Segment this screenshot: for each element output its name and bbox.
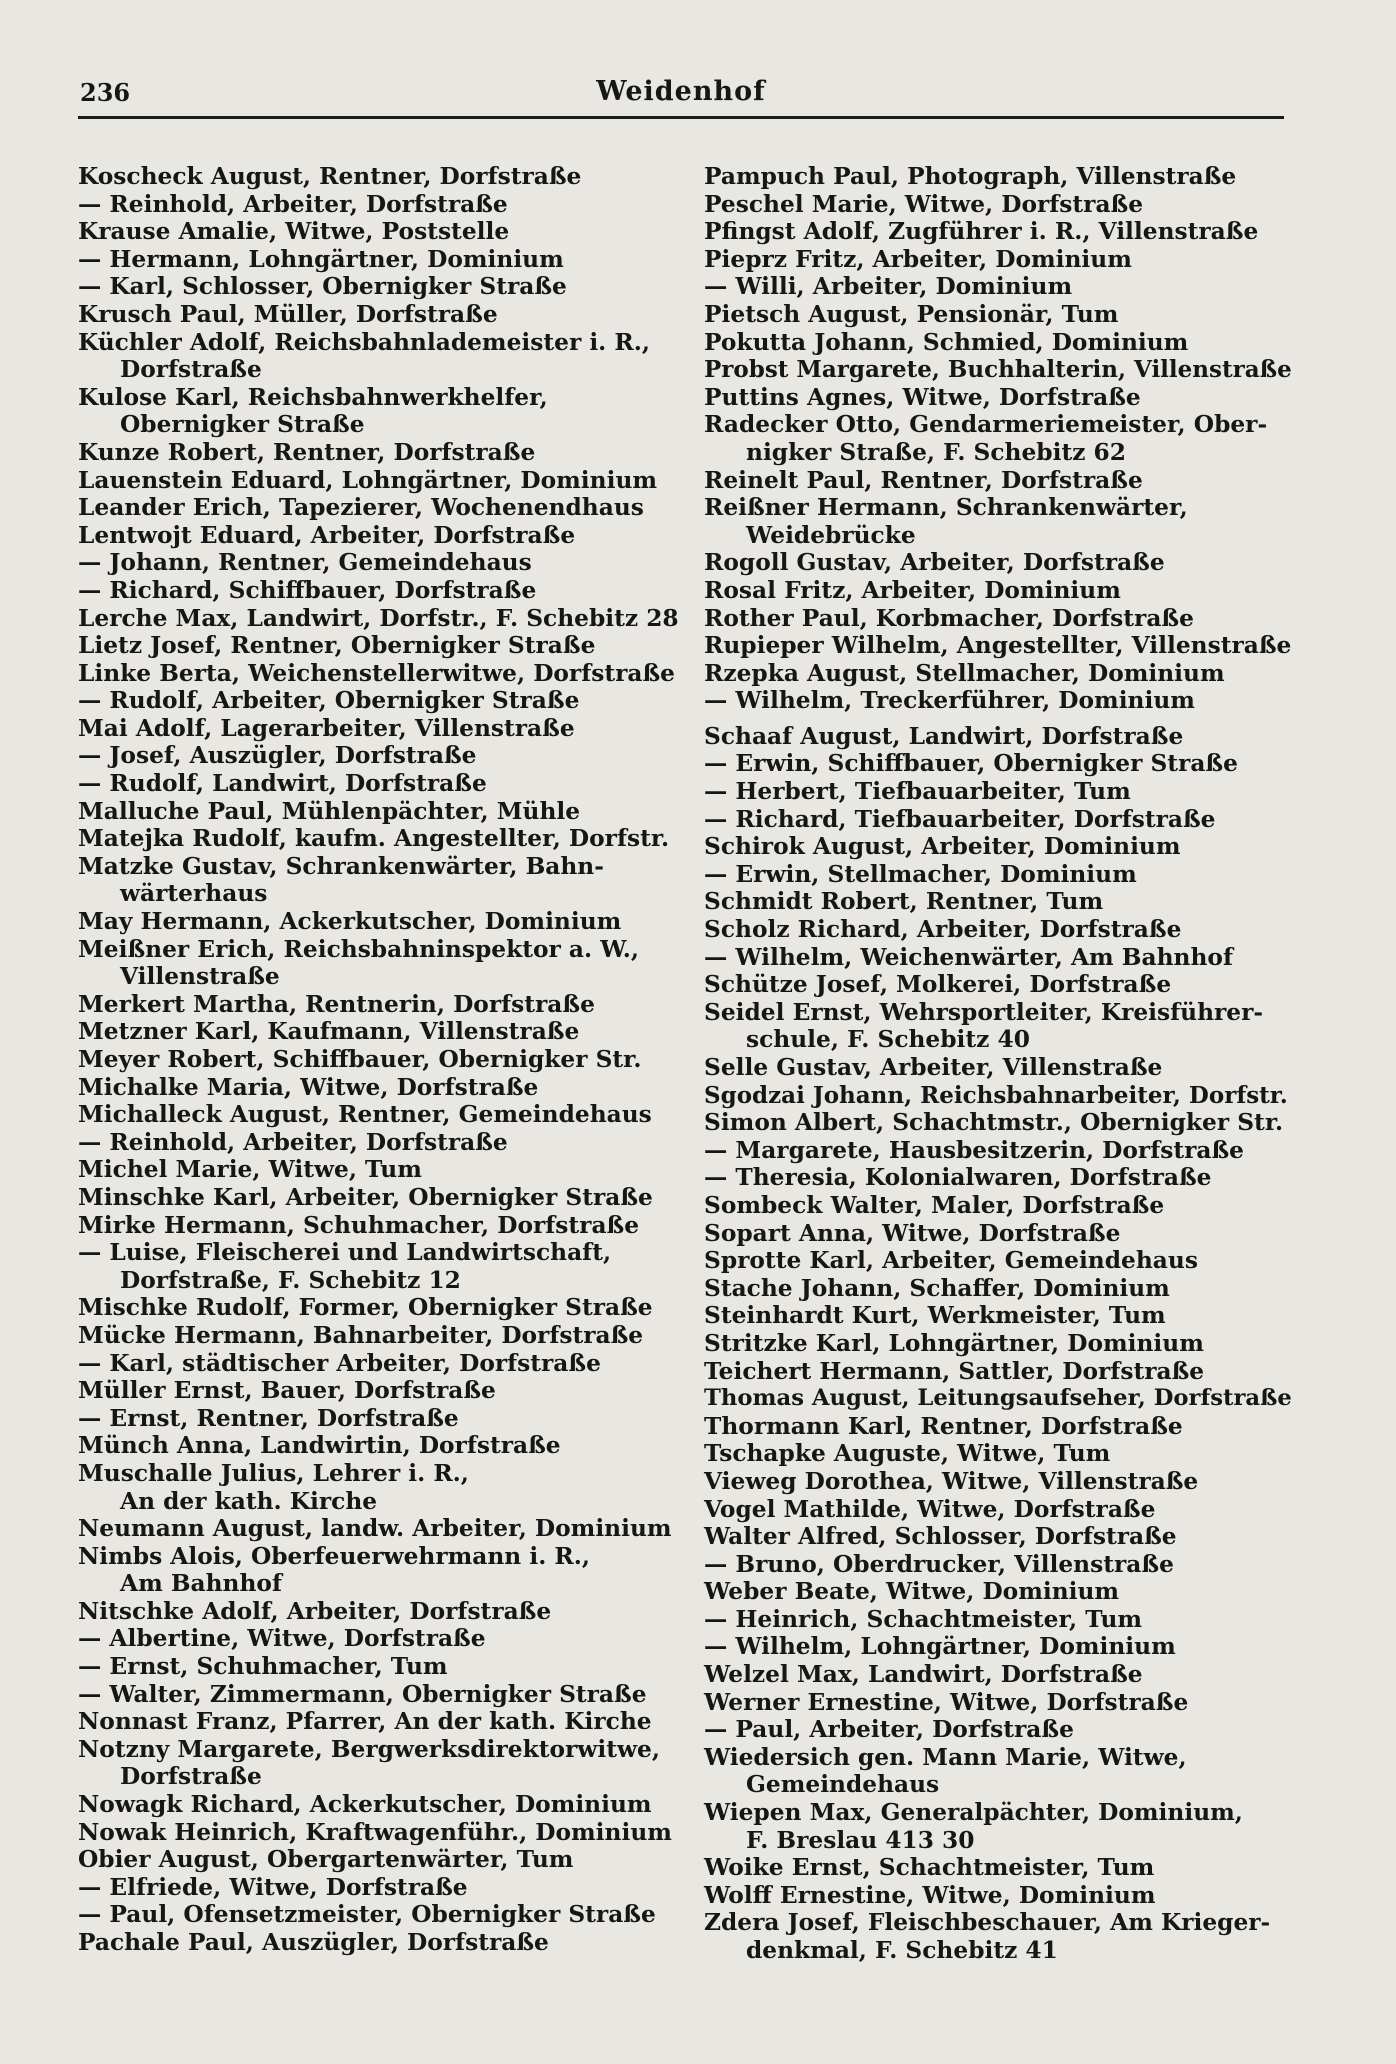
directory-entry: — Karl, städtischer Arbeiter, Dorfstraße xyxy=(78,1349,601,1377)
directory-entry: — Rudolf, Arbeiter, Obernigker Straße xyxy=(78,687,580,715)
directory-entry: Zdera Josef, Fleischbeschauer, Am Krieger- xyxy=(704,1909,1271,1937)
directory-entry: denkmal, F. Schebitz 41 xyxy=(746,1937,1058,1964)
directory-entry: Mücke Hermann, Bahnarbeiter, Dorfstraße xyxy=(78,1321,644,1349)
directory-entry: Sprotte Karl, Arbeiter, Gemeindehaus xyxy=(704,1247,1198,1275)
directory-entry: Schaaf August, Landwirt, Dorfstraße xyxy=(704,722,1184,750)
directory-entry: Seidel Ernst, Wehrsportleiter, Kreisführer- xyxy=(704,998,1264,1026)
directory-entry: Peschel Marie, Witwe, Dorfstraße xyxy=(704,190,1144,218)
directory-entry: Kunze Robert, Rentner, Dorfstraße xyxy=(78,438,536,466)
left-column xyxy=(78,163,680,1957)
directory-entry: Matejka Rudolf, kaufm. Angestellter, Dorfstr. xyxy=(78,825,670,853)
directory-entry: Neumann August, landw. Arbeiter, Dominium xyxy=(78,1515,672,1543)
directory-entry: Villenstraße xyxy=(120,963,280,991)
directory-entry: — Josef, Auszügler, Dorfstraße xyxy=(78,742,477,770)
page-header xyxy=(78,72,1284,116)
directory-entry: Selle Gustav, Arbeiter, Villenstraße xyxy=(704,1054,1163,1081)
directory-entry: Reinelt Paul, Rentner, Dorfstraße xyxy=(704,466,1143,494)
right-column xyxy=(704,163,1292,1965)
directory-entry: Mai Adolf, Lagerarbeiter, Villenstraße xyxy=(78,714,575,742)
directory-entry: — Margarete, Hausbesitzerin, Dorfstraße xyxy=(704,1136,1244,1164)
directory-entry: Minschke Karl, Arbeiter, Obernigker Straße xyxy=(78,1183,653,1211)
directory-entry: Notzny Margarete, Bergwerksdirektorwitwe, xyxy=(78,1735,660,1763)
directory-entry: Rogoll Gustav, Arbeiter, Dorfstraße xyxy=(704,549,1165,577)
directory-entry: — Wilhelm, Treckerführer, Dominium xyxy=(704,687,1195,715)
directory-entry: Tschapke Auguste, Witwe, Tum xyxy=(704,1440,1111,1468)
directory-entry: — Ernst, Rentner, Dorfstraße xyxy=(78,1404,459,1432)
directory-entry: Lauenstein Eduard, Lohngärtner, Dominium xyxy=(78,466,658,494)
page-number: 236 xyxy=(80,78,131,107)
header-rule xyxy=(78,116,1284,119)
directory-entry: Stache Johann, Schaffer, Dominium xyxy=(704,1274,1170,1302)
directory-entry: Steinhardt Kurt, Werkmeister, Tum xyxy=(704,1302,1166,1330)
directory-entry: Koscheck August, Rentner, Dorfstraße xyxy=(78,163,582,190)
directory-entry: Vieweg Dorothea, Witwe, Villenstraße xyxy=(704,1467,1199,1495)
directory-entry: — Karl, Schlosser, Obernigker Straße xyxy=(78,273,567,301)
directory-entry: Merkert Martha, Rentnerin, Dorfstraße xyxy=(78,990,595,1018)
directory-entry: Obernigker Straße xyxy=(120,411,365,439)
directory-entry: — Walter, Zimmermann, Obernigker Straße xyxy=(78,1680,647,1708)
directory-entry: Thormann Karl, Rentner, Dorfstraße xyxy=(704,1412,1183,1440)
directory-entry: Pfingst Adolf, Zugführer i. R., Villenstraße xyxy=(704,218,1259,246)
directory-entry: F. Breslau 413 30 xyxy=(746,1826,975,1854)
directory-entry: — Herbert, Tiefbauarbeiter, Tum xyxy=(704,778,1131,806)
directory-entry: — Erwin, Schiffbauer, Obernigker Straße xyxy=(704,750,1238,778)
directory-entry: Rother Paul, Korbmacher, Dorfstraße xyxy=(704,604,1194,632)
directory-entry: Kulose Karl, Reichsbahnwerkhelfer, xyxy=(78,383,548,411)
directory-entry: Obier August, Obergartenwärter, Tum xyxy=(78,1846,574,1874)
page-title: Weidenhof xyxy=(596,76,766,107)
directory-entry: Krusch Paul, Müller, Dorfstraße xyxy=(78,300,498,328)
directory-entry: Mischke Rudolf, Former, Obernigker Straße xyxy=(78,1294,653,1322)
directory-entry: — Erwin, Stellmacher, Dominium xyxy=(704,860,1137,888)
directory-entry: Meyer Robert, Schiffbauer, Obernigker Str. xyxy=(78,1046,642,1073)
directory-entry: Krause Amalie, Witwe, Poststelle xyxy=(78,218,510,246)
directory-entry: Nitschke Adolf, Arbeiter, Dorfstraße xyxy=(78,1597,552,1625)
directory-entry: Michalleck August, Rentner, Gemeindehaus xyxy=(78,1101,652,1129)
directory-entry: Gemeindehaus xyxy=(746,1771,940,1799)
directory-entry: — Willi, Arbeiter, Dominium xyxy=(704,273,1073,301)
directory-entry: Lerche Max, Landwirt, Dorfstr., F. Schebitz 28 xyxy=(78,604,679,632)
directory-entry: Puttins Agnes, Witwe, Dorfstraße xyxy=(704,383,1141,411)
directory-entry: Dorfstraße, F. Schebitz 12 xyxy=(120,1266,461,1294)
directory-entry: — Rudolf, Landwirt, Dorfstraße xyxy=(78,770,487,798)
directory-entry: Nimbs Alois, Oberfeuerwehrmann i. R., xyxy=(78,1542,590,1570)
directory-entry: May Hermann, Ackerkutscher, Dominium xyxy=(78,908,622,936)
directory-entry: schule, F. Schebitz 40 xyxy=(746,1026,1030,1054)
directory-entry: Probst Margarete, Buchhalterin, Villenstraße xyxy=(704,356,1292,384)
directory-entry: Lietz Josef, Rentner, Obernigker Straße xyxy=(78,632,596,660)
directory-entry: — Ernst, Schuhmacher, Tum xyxy=(78,1653,448,1681)
directory-entry: Müller Ernst, Bauer, Dorfstraße xyxy=(78,1377,496,1405)
directory-entry: — Wilhelm, Weichenwärter, Am Bahnhof xyxy=(704,943,1233,971)
directory-entry: Matzke Gustav, Schrankenwärter, Bahn- xyxy=(78,852,604,880)
directory-entry: Scholz Richard, Arbeiter, Dorfstraße xyxy=(704,916,1182,944)
directory-entry: Woike Ernst, Schachtmeister, Tum xyxy=(704,1854,1155,1882)
directory-entry: — Paul, Arbeiter, Dorfstraße xyxy=(704,1716,1074,1744)
directory-entry: Reißner Hermann, Schrankenwärter, xyxy=(704,494,1188,522)
directory-entry: Muschalle Julius, Lehrer i. R., xyxy=(78,1459,469,1487)
directory-entry: — Johann, Rentner, Gemeindehaus xyxy=(78,549,532,577)
directory-entry: Am Bahnhof xyxy=(120,1570,282,1598)
directory-entry: — Bruno, Oberdrucker, Villenstraße xyxy=(704,1550,1174,1578)
directory-entry: Thomas August, Leitungsaufseher, Dorfstraße xyxy=(704,1385,1292,1412)
directory-entry: Walter Alfred, Schlosser, Dorfstraße xyxy=(704,1523,1177,1551)
directory-entry: Pieprz Fritz, Arbeiter, Dominium xyxy=(704,245,1132,273)
directory-entry: Meißner Erich, Reichsbahninspektor a. W., xyxy=(78,935,639,963)
directory-entry: Rzepka August, Stellmacher, Dominium xyxy=(704,659,1225,687)
directory-entry: — Wilhelm, Lohngärtner, Dominium xyxy=(704,1633,1176,1661)
directory-entry: Welzel Max, Landwirt, Dorfstraße xyxy=(704,1661,1143,1689)
directory-entry: Malluche Paul, Mühlenpächter, Mühle xyxy=(78,797,581,825)
directory-entry: — Richard, Tiefbauarbeiter, Dorfstraße xyxy=(704,805,1216,833)
directory-entry: Simon Albert, Schachtmstr., Obernigker Str. xyxy=(704,1109,1284,1137)
directory-entry: Schmidt Robert, Rentner, Tum xyxy=(704,888,1104,916)
directory-entry: nigker Straße, F. Schebitz 62 xyxy=(746,438,1126,466)
directory-entry: Sopart Anna, Witwe, Dorfstraße xyxy=(704,1219,1121,1247)
directory-entry: Mirke Hermann, Schuhmacher, Dorfstraße xyxy=(78,1211,640,1239)
directory-entry: Werner Ernestine, Witwe, Dorfstraße xyxy=(704,1688,1189,1716)
directory-entry: Metzner Karl, Kaufmann, Villenstraße xyxy=(78,1018,580,1046)
directory-entry: Rupieper Wilhelm, Angestellter, Villenstraße xyxy=(704,632,1292,660)
directory-entry: An der kath. Kirche xyxy=(120,1487,378,1515)
directory-entry: Wiedersich gen. Mann Marie, Witwe, xyxy=(704,1743,1187,1771)
directory-entry: — Paul, Ofensetzmeister, Obernigker Straße xyxy=(78,1901,656,1929)
directory-entry: Nonnast Franz, Pfarrer, An der kath. Kirche xyxy=(78,1708,652,1736)
directory-entry: Münch Anna, Landwirtin, Dorfstraße xyxy=(78,1432,561,1460)
directory-entry: Michel Marie, Witwe, Tum xyxy=(78,1156,422,1184)
directory-entry: Rosal Fritz, Arbeiter, Dominium xyxy=(704,576,1121,604)
directory-entry: Sgodzai Johann, Reichsbahnarbeiter, Dorfstr. xyxy=(704,1081,1288,1109)
directory-entry: Weidebrücke xyxy=(746,521,916,549)
directory-entry: — Albertine, Witwe, Dorfstraße xyxy=(78,1625,486,1653)
directory-entry: Schütze Josef, Molkerei, Dorfstraße xyxy=(704,971,1172,999)
directory-entry: Pampuch Paul, Photograph, Villenstraße xyxy=(704,163,1237,190)
directory-entry: Wolff Ernestine, Witwe, Dominium xyxy=(704,1881,1156,1909)
directory-entry: Küchler Adolf, Reichsbahnlademeister i. R., xyxy=(78,328,650,356)
directory-entry: Michalke Maria, Witwe, Dorfstraße xyxy=(78,1073,539,1101)
directory-entry: — Reinhold, Arbeiter, Dorfstraße xyxy=(78,1128,508,1156)
directory-entry: — Theresia, Kolonialwaren, Dorfstraße xyxy=(704,1164,1212,1192)
directory-entry: Schirok August, Arbeiter, Dominium xyxy=(704,833,1181,861)
directory-entry: — Richard, Schiffbauer, Dorfstraße xyxy=(78,576,537,604)
directory-entry: — Hermann, Lohngärtner, Dominium xyxy=(78,245,564,273)
directory-entry: Nowak Heinrich, Kraftwagenführ., Dominium xyxy=(78,1818,672,1846)
directory-entry: Linke Berta, Weichenstellerwitwe, Dorfstraße xyxy=(78,659,675,687)
directory-entry: Sombeck Walter, Maler, Dorfstraße xyxy=(704,1191,1165,1219)
directory-entry: Dorfstraße xyxy=(120,356,262,384)
directory-entry: Wiepen Max, Generalpächter, Dominium, xyxy=(704,1799,1243,1827)
directory-entry: — Reinhold, Arbeiter, Dorfstraße xyxy=(78,190,508,218)
directory-entry: Nowagk Richard, Ackerkutscher, Dominium xyxy=(78,1791,652,1819)
directory-entry: Stritzke Karl, Lohngärtner, Dominium xyxy=(704,1329,1204,1357)
directory-entry: Pietsch August, Pensionär, Tum xyxy=(704,300,1119,328)
directory-entry: Lentwojt Eduard, Arbeiter, Dorfstraße xyxy=(78,521,576,549)
directory-entry: Leander Erich, Tapezierer, Wochenendhaus xyxy=(78,494,644,522)
directory-entry: Vogel Mathilde, Witwe, Dorfstraße xyxy=(704,1495,1156,1523)
directory-entry: Teichert Hermann, Sattler, Dorfstraße xyxy=(704,1357,1205,1385)
directory-entry: — Luise, Fleischerei und Landwirtschaft, xyxy=(78,1239,612,1267)
directory-entry: wärterhaus xyxy=(120,880,268,908)
directory-entry: — Elfriede, Witwe, Dorfstraße xyxy=(78,1873,468,1901)
directory-entry: Pachale Paul, Auszügler, Dorfstraße xyxy=(78,1929,549,1956)
directory-entry: Weber Beate, Witwe, Dominium xyxy=(704,1578,1120,1606)
directory-entry: Pokutta Johann, Schmied, Dominium xyxy=(704,328,1189,356)
directory-entry: Dorfstraße xyxy=(120,1763,262,1791)
directory-entry: — Heinrich, Schachtmeister, Tum xyxy=(704,1605,1143,1633)
directory-entry: Radecker Otto, Gendarmeriemeister, Ober- xyxy=(704,411,1268,439)
